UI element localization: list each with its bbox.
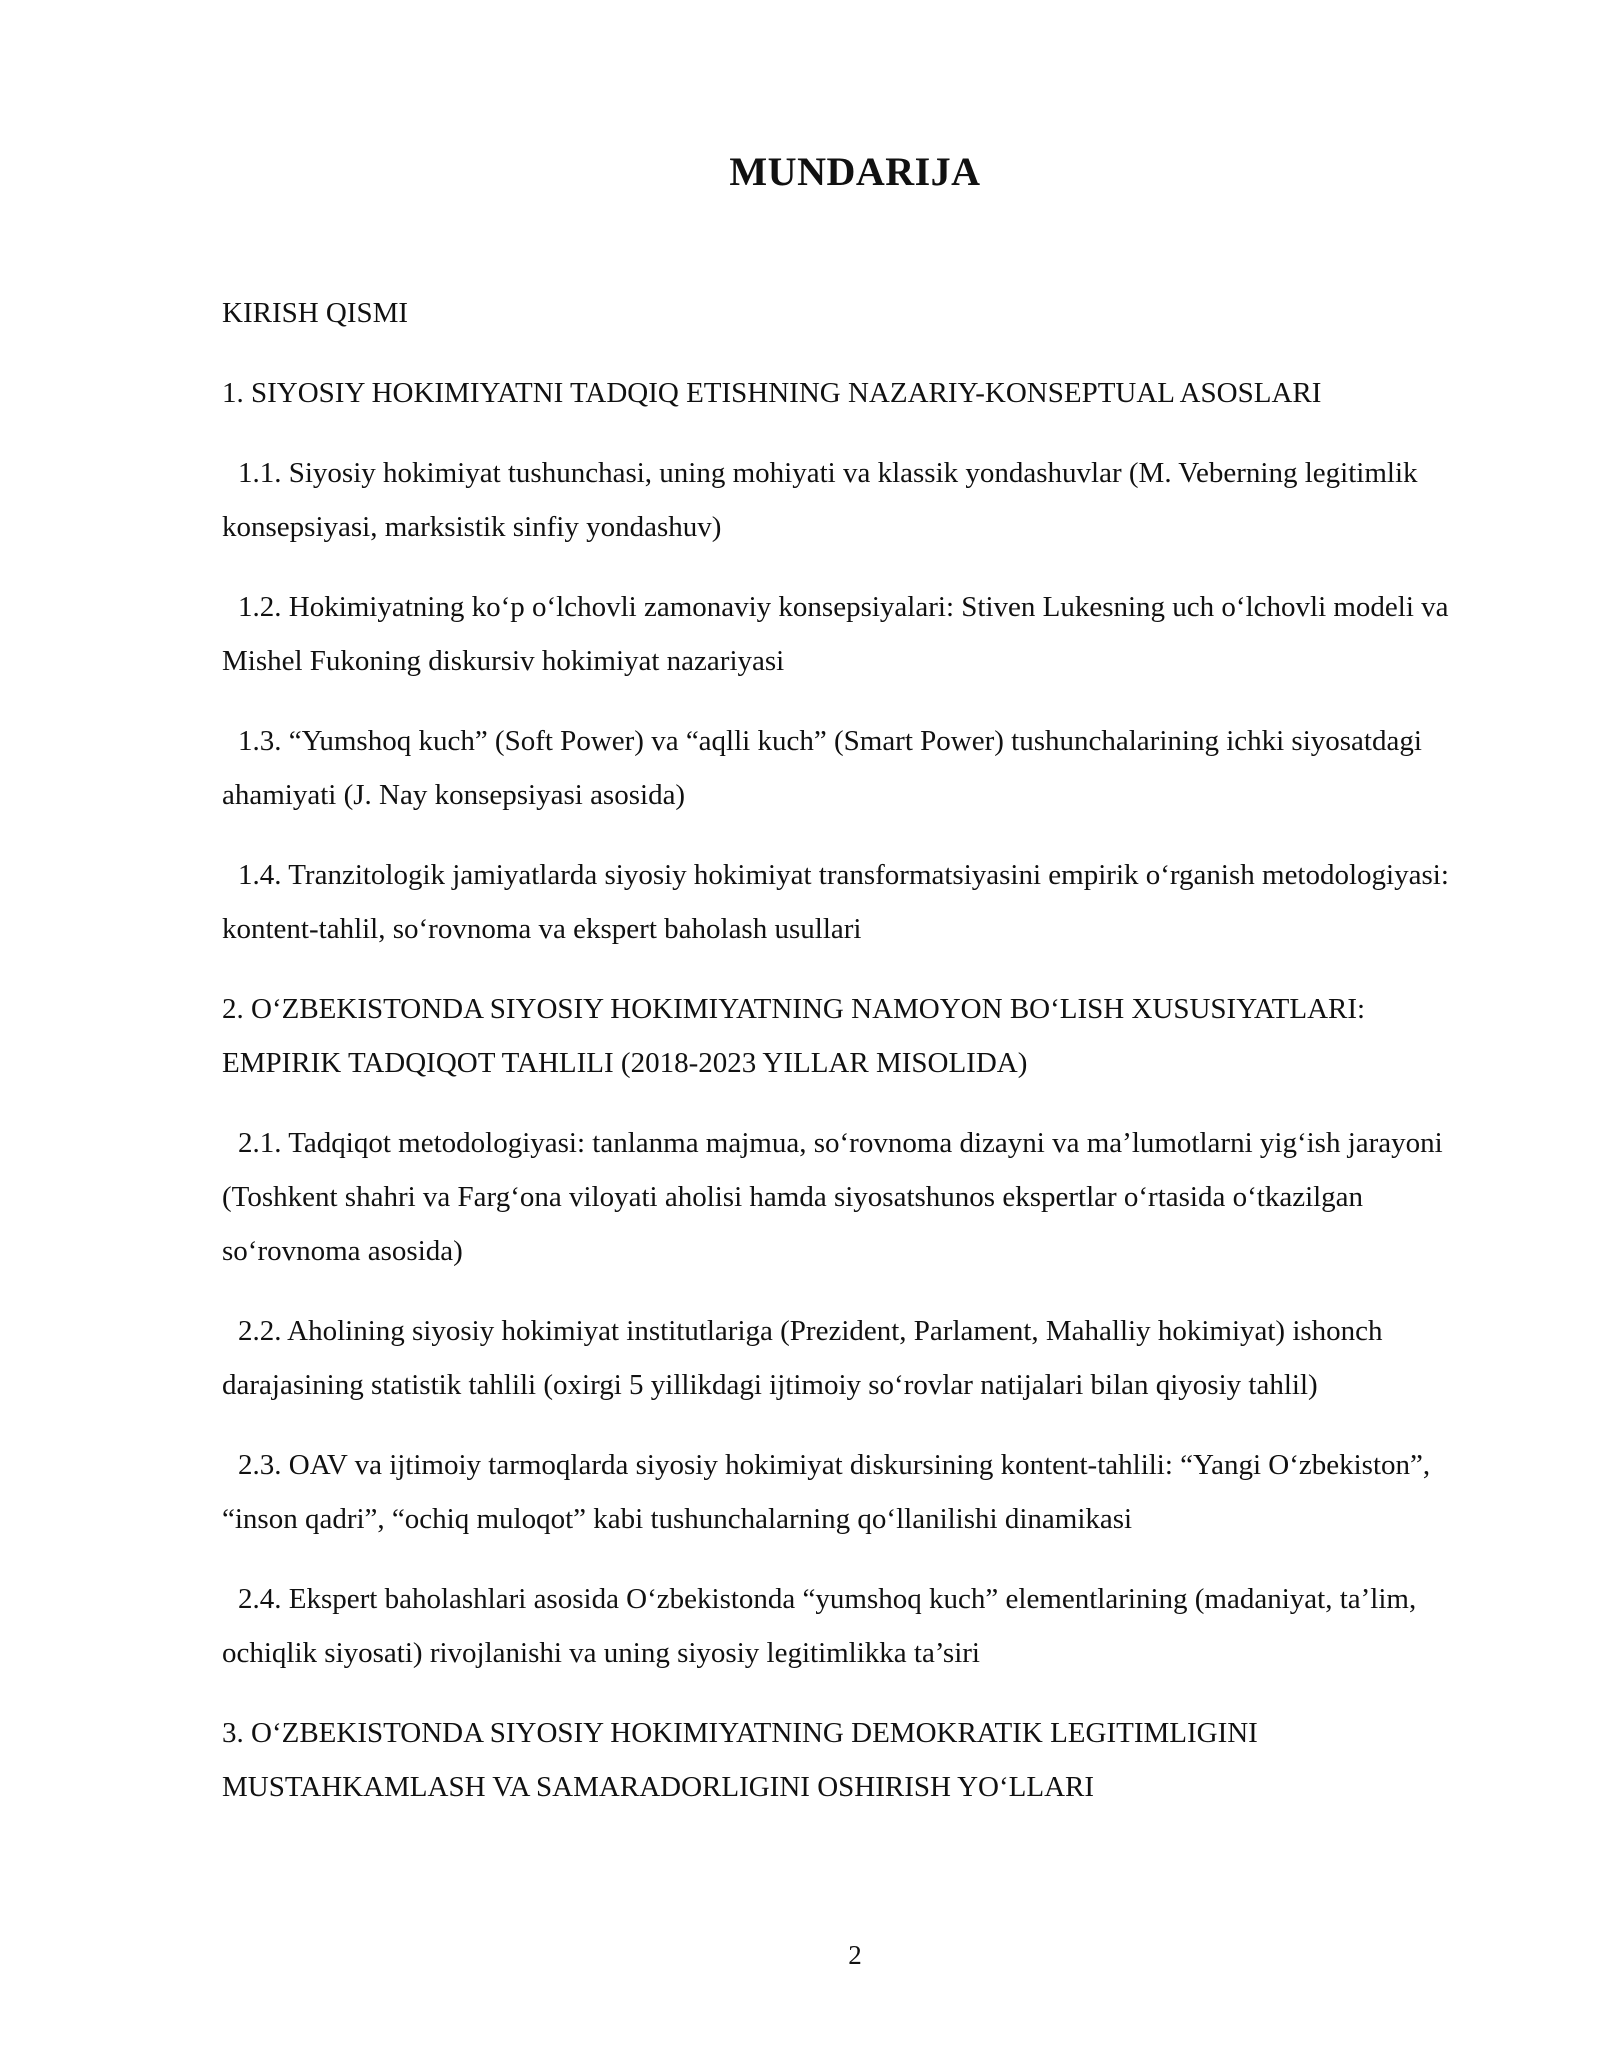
page-number: 2 xyxy=(848,1940,862,1970)
toc-section-2-2: 2.2. Aholining siyosiy hokimiyat institutlariga (Prezident, Parlament, Mahalliy hokimiyat) ishonch darajasining statistik tahlili (oxirgi 5 yillikdagi ijtimoiy so‘rovlar natijalari bilan qiyosiy tahlil) xyxy=(222,1315,1383,1401)
toc-section-1-2: 1.2. Hokimiyatning ko‘p o‘lchovli zamonaviy konsepsiyalari: Stiven Lukesning uch o‘lchovli modeli va Mishel Fukoning diskursiv hokimiyat nazariyasi xyxy=(222,591,1449,677)
table-of-contents xyxy=(222,286,1490,1840)
toc-chapter-3: 3. O‘ZBEKISTONDA SIYOSIY HOKIMIYATNING DEMOKRATIK LEGITIMLIGINI MUSTAHKAMLASH VA SAMARADORLIGINI OSHIRISH YO‘LLARI xyxy=(222,1717,1258,1803)
toc-chapter-2: 2. O‘ZBEKISTONDA SIYOSIY HOKIMIYATNING NAMOYON BO‘LISH XUSUSIYATLARI: EMPIRIK TADQIQOT TAHLILI (2018-2023 YILLAR MISOLIDA) xyxy=(222,993,1366,1079)
toc-section-1-1: 1.1. Siyosiy hokimiyat tushunchasi, uning mohiyati va klassik yondashuvlar (M. Veberning legitimlik konsepsiyasi, marksistik sinfiy yondashuv) xyxy=(222,457,1418,543)
toc-section-1-4: 1.4. Tranzitologik jamiyatlarda siyosiy hokimiyat transformatsiyasini empirik o‘rganish metodologiyasi: kontent-tahlil, so‘rovnoma va ekspert baholash usullari xyxy=(222,859,1449,945)
toc-section-2-1: 2.1. Tadqiqot metodologiyasi: tanlanma majmua, so‘rovnoma dizayni va ma’lumotlarni yig‘ish jarayoni (Toshkent shahri va Farg‘ona viloyati aholisi hamda siyosatshunos ekspertlar o‘rtasida o‘tkazilgan so‘rovnoma asosida) xyxy=(222,1127,1443,1267)
toc-chapter-1: 1. SIYOSIY HOKIMIYATNI TADQIQ ETISHNING NAZARIY-KONSEPTUAL ASOSLARI xyxy=(222,377,1322,409)
toc-section-1-3: 1.3. “Yumshoq kuch” (Soft Power) va “aqlli kuch” (Smart Power) tushunchalarining ichki siyosatdagi ahamiyati (J. Nay konsepsiyasi asosida) xyxy=(222,725,1422,811)
toc-entry-intro: KIRISH QISMI xyxy=(222,297,409,329)
toc-section-2-3: 2.3. OAV va ijtimoiy tarmoqlarda siyosiy hokimiyat diskursining kontent-tahlili: “Yangi O‘zbekiston”, “inson qadri”, “ochiq muloqot” kabi tushunchalarning qo‘llanilishi dinamikasi xyxy=(222,1449,1431,1535)
page-title: MUNDARIJA xyxy=(729,149,981,194)
toc-section-2-4: 2.4. Ekspert baholashlari asosida O‘zbekistonda “yumshoq kuch” elementlarining (madaniyat, ta’lim, ochiqlik siyosati) rivojlanishi va uning siyosiy legitimlikka ta’siri xyxy=(222,1583,1417,1669)
